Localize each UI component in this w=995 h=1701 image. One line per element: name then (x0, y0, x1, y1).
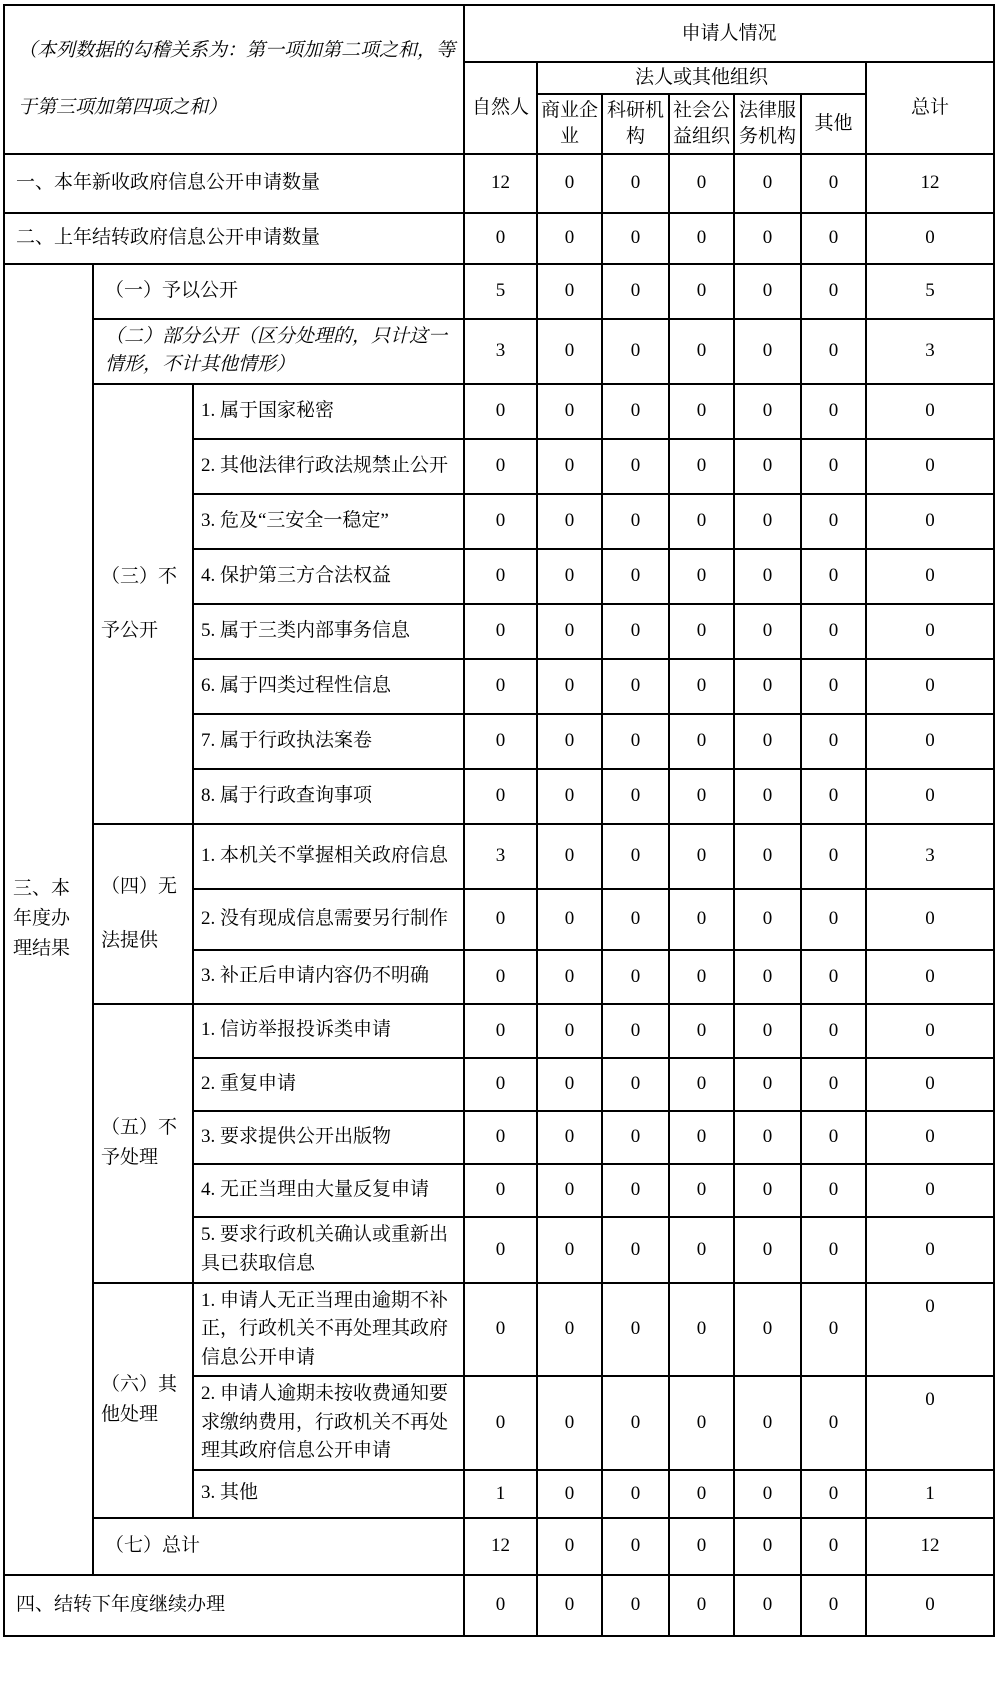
value-cell: 3 (866, 319, 994, 384)
value-cell: 0 (464, 1283, 537, 1377)
value-cell: 0 (537, 319, 602, 384)
value-cell: 0 (801, 1470, 866, 1518)
value-cell: 0 (602, 384, 669, 439)
group-label-2-partially-disclosed: （二）部分公开（区分处理的，只计这一情形，不计其他情形） (93, 319, 464, 384)
value-cell: 0 (537, 1058, 602, 1111)
value-cell: 0 (464, 549, 537, 604)
value-cell: 0 (866, 659, 994, 714)
value-cell: 0 (602, 889, 669, 950)
value-cell: 0 (669, 1376, 734, 1470)
value-cell: 0 (669, 659, 734, 714)
value-cell: 0 (464, 1004, 537, 1058)
value-cell: 0 (866, 1004, 994, 1058)
item-label: 2. 没有现成信息需要另行制作 (193, 889, 464, 950)
value-cell: 0 (602, 824, 669, 889)
group-label-6-other-handling: （六）其他处理 (93, 1283, 193, 1518)
value-cell: 0 (866, 1575, 994, 1636)
value-cell: 0 (801, 714, 866, 769)
value-cell: 0 (801, 1058, 866, 1111)
col-header-other: 其他 (801, 94, 866, 154)
value-cell: 0 (734, 714, 801, 769)
value-cell: 0 (602, 1376, 669, 1470)
value-cell: 0 (866, 213, 994, 264)
value-cell: 3 (464, 319, 537, 384)
value-cell: 0 (602, 1111, 669, 1164)
item-label: 1. 属于国家秘密 (193, 384, 464, 439)
value-cell: 0 (537, 1004, 602, 1058)
value-cell: 0 (669, 1164, 734, 1217)
value-cell: 0 (669, 604, 734, 659)
value-cell: 0 (537, 1283, 602, 1377)
value-cell: 0 (537, 659, 602, 714)
value-cell: 0 (669, 1283, 734, 1377)
value-cell: 0 (464, 1058, 537, 1111)
value-cell: 0 (866, 950, 994, 1004)
value-cell: 0 (734, 549, 801, 604)
value-cell: 0 (602, 549, 669, 604)
value-cell: 0 (464, 1217, 537, 1283)
value-cell: 0 (734, 889, 801, 950)
value-cell: 0 (866, 714, 994, 769)
group-label-1-disclosed: （一）予以公开 (93, 264, 464, 319)
value-cell: 12 (866, 154, 994, 213)
value-cell: 0 (734, 950, 801, 1004)
value-cell: 0 (669, 769, 734, 824)
item-label: 5. 属于三类内部事务信息 (193, 604, 464, 659)
item-label: 1. 信访举报投诉类申请 (193, 1004, 464, 1058)
value-cell: 0 (669, 1004, 734, 1058)
value-cell: 0 (537, 1111, 602, 1164)
value-cell: 0 (537, 769, 602, 824)
value-cell: 0 (734, 154, 801, 213)
value-cell: 0 (537, 494, 602, 549)
value-cell: 0 (464, 494, 537, 549)
value-cell: 0 (734, 384, 801, 439)
value-cell: 0 (801, 950, 866, 1004)
value-cell: 0 (801, 1004, 866, 1058)
value-cell: 0 (602, 1575, 669, 1636)
value-cell: 0 (602, 1283, 669, 1377)
value-cell: 0 (734, 824, 801, 889)
government-info-disclosure-request-table (3, 4, 995, 1637)
value-cell: 0 (464, 1164, 537, 1217)
value-cell: 0 (801, 154, 866, 213)
value-cell: 0 (866, 1164, 994, 1217)
value-cell: 12 (464, 154, 537, 213)
col-header-legal-org-group: 法人或其他组织 (537, 62, 866, 94)
header-applicant-status: 申请人情况 (464, 5, 994, 62)
value-cell: 0 (801, 1111, 866, 1164)
value-cell: 0 (801, 769, 866, 824)
value-cell: 0 (464, 439, 537, 494)
value-cell: 0 (801, 494, 866, 549)
value-cell: 0 (801, 384, 866, 439)
value-cell: 0 (734, 1111, 801, 1164)
value-cell: 0 (537, 1164, 602, 1217)
item-label: 3. 危及“三安全一稳定” (193, 494, 464, 549)
value-cell: 0 (669, 154, 734, 213)
value-cell: 0 (801, 1217, 866, 1283)
item-label: 2. 其他法律行政法规禁止公开 (193, 439, 464, 494)
value-cell: 0 (866, 769, 994, 824)
col-header-natural-person: 自然人 (464, 62, 537, 154)
group-label-7-total: （七）总计 (93, 1518, 464, 1575)
item-label: 3. 补正后申请内容仍不明确 (193, 950, 464, 1004)
value-cell: 0 (669, 494, 734, 549)
value-cell: 0 (734, 1376, 801, 1470)
value-cell: 0 (537, 950, 602, 1004)
group-label-4-unable-to-provide: （四）无法提供 (93, 824, 193, 1004)
value-cell: 0 (602, 1058, 669, 1111)
row-label-carried-over: 二、上年结转政府信息公开申请数量 (4, 213, 464, 264)
value-cell: 0 (602, 1217, 669, 1283)
value-cell: 0 (537, 154, 602, 213)
value-cell: 0 (602, 213, 669, 264)
value-cell: 0 (801, 889, 866, 950)
value-cell: 0 (669, 889, 734, 950)
value-cell: 0 (669, 213, 734, 264)
value-cell: 0 (734, 1217, 801, 1283)
value-cell: 0 (537, 439, 602, 494)
value-cell: 0 (537, 1518, 602, 1575)
value-cell: 0 (866, 604, 994, 659)
value-cell: 0 (801, 1518, 866, 1575)
value-cell: 0 (734, 1575, 801, 1636)
value-cell: 0 (537, 1217, 602, 1283)
value-cell: 0 (866, 1283, 994, 1377)
value-cell: 0 (537, 384, 602, 439)
value-cell: 0 (464, 659, 537, 714)
value-cell: 0 (669, 714, 734, 769)
value-cell: 0 (464, 950, 537, 1004)
value-cell: 0 (537, 264, 602, 319)
item-label: 2. 重复申请 (193, 1058, 464, 1111)
row-label-carry-next-year: 四、结转下年度继续办理 (4, 1575, 464, 1636)
value-cell: 0 (801, 319, 866, 384)
value-cell: 0 (537, 714, 602, 769)
value-cell: 0 (464, 889, 537, 950)
value-cell: 1 (464, 1470, 537, 1518)
group-label-3-not-disclosed: （三）不予公开 (93, 384, 193, 824)
value-cell: 3 (866, 824, 994, 889)
value-cell: 0 (734, 1283, 801, 1377)
value-cell: 0 (734, 264, 801, 319)
value-cell: 0 (669, 1111, 734, 1164)
value-cell: 5 (866, 264, 994, 319)
value-cell: 0 (866, 889, 994, 950)
value-cell: 0 (801, 824, 866, 889)
value-cell: 0 (734, 1164, 801, 1217)
value-cell: 0 (537, 889, 602, 950)
item-label: 7. 属于行政执法案卷 (193, 714, 464, 769)
group-label-5-not-processed: （五）不予处理 (93, 1004, 193, 1283)
value-cell: 0 (866, 1217, 994, 1283)
value-cell: 0 (801, 549, 866, 604)
value-cell: 0 (669, 319, 734, 384)
value-cell: 0 (464, 769, 537, 824)
value-cell: 0 (866, 1111, 994, 1164)
value-cell: 0 (734, 213, 801, 264)
value-cell: 5 (464, 264, 537, 319)
item-label: 4. 无正当理由大量反复申请 (193, 1164, 464, 1217)
value-cell: 0 (602, 714, 669, 769)
value-cell: 0 (734, 769, 801, 824)
value-cell: 0 (866, 1058, 994, 1111)
value-cell: 0 (734, 659, 801, 714)
value-cell: 0 (464, 714, 537, 769)
col-header-legal-service-org: 法律服务机构 (734, 94, 801, 154)
value-cell: 0 (602, 494, 669, 549)
value-cell: 12 (464, 1518, 537, 1575)
value-cell: 0 (734, 439, 801, 494)
table-note: （本列数据的勾稽关系为：第一项加第二项之和，等于第三项加第四项之和） (4, 5, 464, 154)
value-cell: 0 (602, 769, 669, 824)
value-cell: 0 (537, 824, 602, 889)
value-cell: 0 (669, 1575, 734, 1636)
item-label: 4. 保护第三方合法权益 (193, 549, 464, 604)
value-cell: 0 (866, 1376, 994, 1470)
value-cell: 0 (669, 1058, 734, 1111)
value-cell: 0 (669, 1518, 734, 1575)
value-cell: 0 (801, 1575, 866, 1636)
value-cell: 0 (801, 264, 866, 319)
item-label: 1. 申请人无正当理由逾期不补正，行政机关不再处理其政府信息公开申请 (193, 1283, 464, 1377)
value-cell: 0 (801, 1164, 866, 1217)
value-cell: 0 (866, 384, 994, 439)
value-cell: 0 (602, 950, 669, 1004)
value-cell: 3 (464, 824, 537, 889)
value-cell: 0 (866, 439, 994, 494)
item-label: 6. 属于四类过程性信息 (193, 659, 464, 714)
value-cell: 0 (537, 213, 602, 264)
item-label: 5. 要求行政机关确认或重新出具已获取信息 (193, 1217, 464, 1283)
value-cell: 0 (464, 384, 537, 439)
value-cell: 0 (734, 1058, 801, 1111)
value-cell: 0 (734, 494, 801, 549)
value-cell: 0 (602, 604, 669, 659)
value-cell: 0 (734, 319, 801, 384)
col-header-research-institution: 科研机构 (602, 94, 669, 154)
value-cell: 0 (669, 824, 734, 889)
value-cell: 0 (801, 213, 866, 264)
row-label-new-requests: 一、本年新收政府信息公开申请数量 (4, 154, 464, 213)
value-cell: 0 (464, 1376, 537, 1470)
col-header-social-welfare-org: 社会公益组织 (669, 94, 734, 154)
value-cell: 0 (537, 604, 602, 659)
col-header-total: 总计 (866, 62, 994, 154)
value-cell: 0 (602, 1164, 669, 1217)
value-cell: 0 (669, 950, 734, 1004)
value-cell: 0 (602, 264, 669, 319)
value-cell: 0 (602, 1004, 669, 1058)
item-label: 8. 属于行政查询事项 (193, 769, 464, 824)
value-cell: 0 (801, 439, 866, 494)
value-cell: 0 (537, 1470, 602, 1518)
value-cell: 0 (734, 1518, 801, 1575)
value-cell: 0 (801, 659, 866, 714)
value-cell: 0 (866, 494, 994, 549)
item-label: 3. 其他 (193, 1470, 464, 1518)
value-cell: 12 (866, 1518, 994, 1575)
value-cell: 0 (602, 154, 669, 213)
value-cell: 0 (669, 264, 734, 319)
value-cell: 0 (602, 439, 669, 494)
value-cell: 0 (537, 549, 602, 604)
value-cell: 0 (602, 319, 669, 384)
value-cell: 0 (537, 1376, 602, 1470)
value-cell: 0 (669, 549, 734, 604)
item-label: 3. 要求提供公开出版物 (193, 1111, 464, 1164)
value-cell: 0 (669, 439, 734, 494)
value-cell: 0 (669, 1217, 734, 1283)
value-cell: 0 (602, 1518, 669, 1575)
value-cell: 0 (801, 1283, 866, 1377)
value-cell: 0 (801, 1376, 866, 1470)
value-cell: 0 (464, 604, 537, 659)
item-label: 1. 本机关不掌握相关政府信息 (193, 824, 464, 889)
value-cell: 0 (734, 604, 801, 659)
item-label: 2. 申请人逾期未按收费通知要求缴纳费用，行政机关不再处理其政府信息公开申请 (193, 1376, 464, 1470)
value-cell: 0 (866, 549, 994, 604)
value-cell: 0 (801, 604, 866, 659)
value-cell: 0 (734, 1470, 801, 1518)
value-cell: 0 (464, 1575, 537, 1636)
value-cell: 0 (669, 1470, 734, 1518)
row-label-section3-results: 三、本年度办理结果 (4, 264, 93, 1575)
col-header-business-enterprise: 商业企业 (537, 94, 602, 154)
value-cell: 0 (537, 1575, 602, 1636)
value-cell: 1 (866, 1470, 994, 1518)
value-cell: 0 (464, 1111, 537, 1164)
value-cell: 0 (602, 1470, 669, 1518)
value-cell: 0 (602, 659, 669, 714)
value-cell: 0 (669, 384, 734, 439)
value-cell: 0 (464, 213, 537, 264)
value-cell: 0 (734, 1004, 801, 1058)
